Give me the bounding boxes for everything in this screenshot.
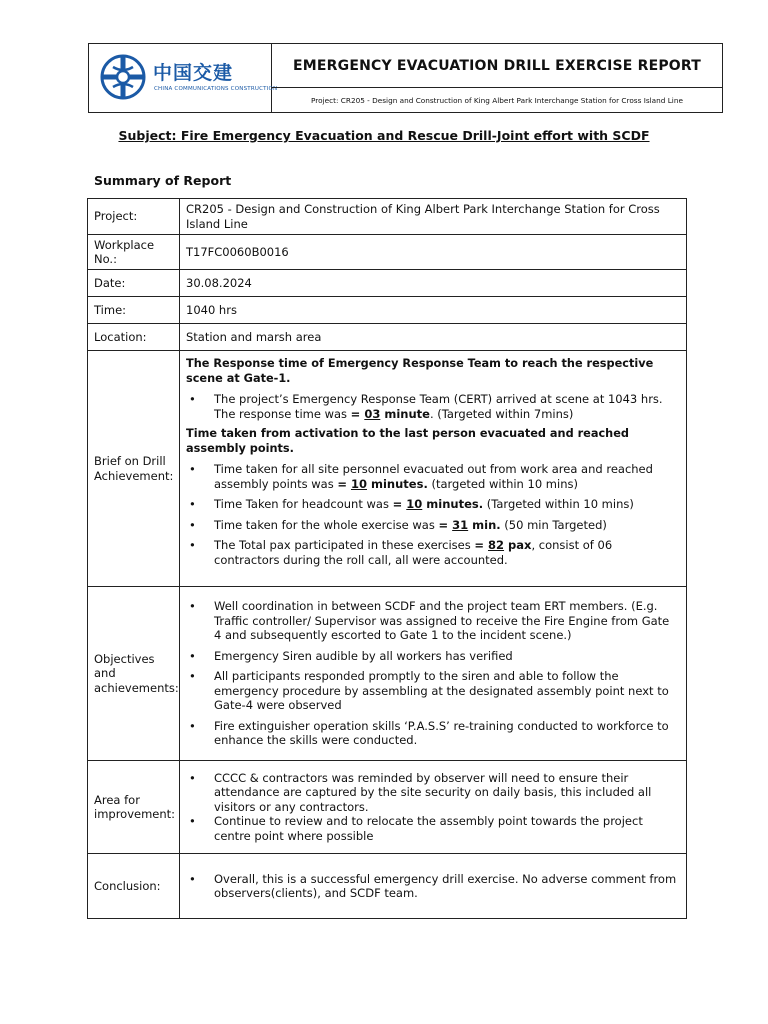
table-row-project	[88, 199, 687, 235]
row-label: Area for improvement:	[88, 761, 180, 854]
list-item: • Time taken for all site personnel evacuated out from work area and reached assembly points was = 10 minutes. (targeted within 10 mins)	[214, 462, 680, 491]
row-label: Conclusion:	[88, 854, 180, 919]
table-row-date	[88, 270, 687, 297]
row-value	[180, 761, 687, 854]
row-value	[180, 854, 687, 919]
header-project-line: Project: CR205 - Design and Construction of King Albert Park Interchange Station for Cross Island Line	[311, 95, 683, 105]
report-title: EMERGENCY EVACUATION DRILL EXERCISE REPORT	[272, 44, 722, 88]
list-item: • Continue to review and to relocate the assembly point towards the project centre point where possible	[214, 814, 680, 843]
row-value	[180, 351, 687, 587]
list-item: • Well coordination in between SCDF and the project team ERT members. (E.g. Traffic controller/ Supervisor was assigned to receive the Fire Engine from Gate 4 and subsequently escorted to Gate 1 to the incident scene.)	[214, 599, 680, 643]
brief-list-evacuation	[186, 462, 680, 567]
summary-heading: Summary of Report	[94, 173, 232, 188]
report-header	[88, 43, 723, 113]
list-item: • Emergency Siren audible by all workers has verified	[214, 649, 680, 664]
row-label: Brief on Drill Achievement:	[88, 351, 180, 587]
brief-list-response	[186, 392, 680, 421]
row-label: Location:	[88, 324, 180, 351]
table-row-workplace	[88, 235, 687, 270]
list-item: • All participants responded promptly to the siren and able to follow the emergency procedure by assembling at the designated assembly point next to Gate-4 were observed	[214, 669, 680, 713]
list-item: • Time taken for the whole exercise was = 31 min. (50 min Targeted)	[214, 518, 680, 533]
row-value	[180, 587, 687, 761]
table-row-time	[88, 297, 687, 324]
brief-heading-evacuation: Time taken from activation to the last person evacuated and reached assembly points.	[186, 427, 629, 455]
list-item: • The Total pax participated in these exercises = 82 pax, consist of 06 contractors during the roll call, all were accounted.	[214, 538, 680, 567]
logo-chinese-text: 中国交建	[153, 62, 234, 84]
improvement-list	[186, 771, 680, 844]
row-label: Objectives and achievements:	[88, 587, 180, 761]
cccc-logo-icon	[99, 53, 147, 101]
logo-english-text: CHINA COMMUNICATIONS CONSTRUCTION	[154, 86, 278, 92]
list-item: • Time Taken for headcount was = 10 minutes. (Targeted within 10 mins)	[214, 497, 680, 512]
company-logo	[89, 44, 278, 112]
row-value: Station and marsh area	[180, 324, 687, 351]
table-row-location	[88, 324, 687, 351]
summary-table	[87, 198, 687, 919]
row-value: CR205 - Design and Construction of King Albert Park Interchange Station for Cross Island Line	[180, 199, 687, 235]
row-value: 1040 hrs	[180, 297, 687, 324]
table-row-objectives	[88, 587, 687, 761]
subject-line: Subject: Fire Emergency Evacuation and Rescue Drill-Joint effort with SCDF	[118, 128, 650, 143]
brief-heading-response: The Response time of Emergency Response Team to reach the respective scene at Gate-1.	[186, 357, 654, 385]
list-item: • CCCC & contractors was reminded by observer will need to ensure their attendance are captured by the site security on daily basis, this included all visitors or any contractors.	[214, 771, 680, 815]
row-value: 30.08.2024	[180, 270, 687, 297]
conclusion-list	[186, 872, 680, 901]
row-label: Date:	[88, 270, 180, 297]
table-row-brief	[88, 351, 687, 587]
list-item: • The project’s Emergency Response Team (CERT) arrived at scene at 1043 hrs. The response time was = 03 minute. (Targeted within 7mins)	[214, 392, 680, 421]
list-item: • Fire extinguisher operation skills ‘P.A.S.S’ re-training conducted to workforce to enhance the skills were conducted.	[214, 719, 680, 748]
row-label: Time:	[88, 297, 180, 324]
table-row-conclusion	[88, 854, 687, 919]
table-row-improvement	[88, 761, 687, 854]
list-item: • Overall, this is a successful emergency drill exercise. No adverse comment from observers(clients), and SCDF team.	[214, 872, 680, 901]
row-label: Workplace No.:	[88, 235, 180, 270]
objectives-list	[186, 599, 680, 748]
row-value: T17FC0060B0016	[180, 235, 687, 270]
row-label: Project:	[88, 199, 180, 235]
